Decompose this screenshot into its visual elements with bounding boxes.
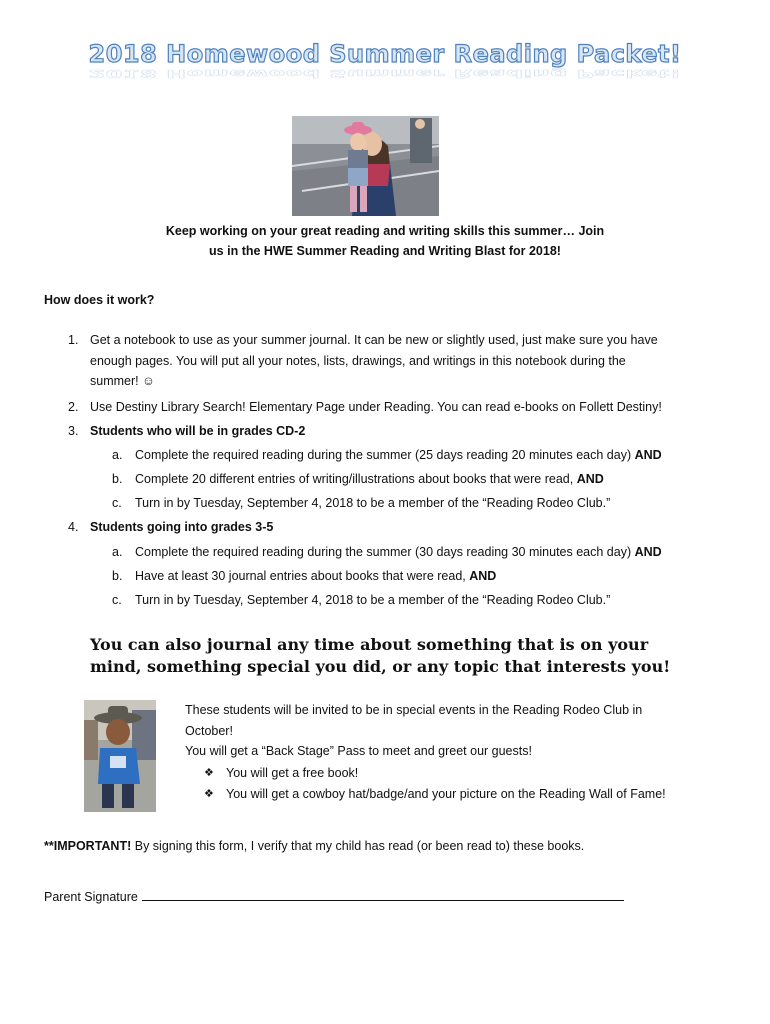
sub-item-letter: c.	[112, 496, 122, 510]
sub-item	[112, 566, 732, 587]
sub-item-text: Turn in by Tuesday, September 4, 2018 to be a member of the “Reading Rodeo Club.”	[135, 496, 611, 510]
photo-boy-cowboy-hat	[84, 700, 156, 812]
events-line-2: October!	[185, 723, 233, 738]
step-text: Get a notebook to use as your summer journal. It can be new or slightly used, just make sure you have	[90, 333, 658, 347]
step-number: 1.	[68, 333, 79, 347]
events-line-3: You will get a “Back Stage” Pass to meet and greet our guests!	[185, 744, 532, 758]
important-notice	[44, 836, 744, 857]
diamond-bullet-icon: ❖	[204, 767, 214, 779]
sub-item	[112, 590, 732, 611]
signature-line[interactable]	[142, 886, 624, 901]
reward-bullet	[204, 763, 744, 784]
page-title: 2018 Homewood Summer Reading Packet!	[88, 40, 682, 68]
step-4	[68, 517, 728, 538]
sub-item-text: Complete 20 different entries of writing/illustrations about books that were read,	[135, 472, 577, 486]
sub-item-letter: a.	[112, 545, 123, 559]
step-number: 3.	[68, 424, 79, 438]
title-reflection: 2018 Homewood Summer Reading Packet!	[88, 67, 682, 80]
signature-row	[44, 886, 744, 908]
step-heading: Students who will be in grades CD-2	[90, 424, 306, 438]
important-text: By signing this form, I verify that my child has read (or been read to) these books.	[131, 839, 585, 853]
sub-item-letter: b.	[112, 472, 123, 486]
events-line-1: These students will be invited to be in special events in the Reading Rodeo Club in	[185, 703, 643, 717]
important-label: **IMPORTANT!	[44, 839, 132, 853]
sub-item-emphasis: AND	[634, 448, 662, 462]
intro-line-1: Keep working on your great reading and writing skills this summer… Join	[165, 224, 605, 238]
diamond-bullet-icon: ❖	[204, 788, 214, 800]
sub-item-emphasis: AND	[634, 545, 662, 559]
sub-item-emphasis: AND	[469, 569, 497, 583]
step-heading: Students going into grades 3-5	[90, 520, 274, 534]
step-text: Use Destiny Library Search! Elementary Page under Reading. You can read e-books on Follett Destiny!	[90, 400, 662, 414]
sub-item-letter: a.	[112, 448, 123, 462]
reward-text: You will get a cowboy hat/badge/and your picture on the Reading Wall of Fame!	[226, 787, 666, 801]
step-number: 2.	[68, 400, 79, 414]
how-heading: How does it work?	[44, 293, 155, 307]
sub-item	[112, 469, 732, 490]
sub-item	[112, 542, 732, 563]
signature-label: Parent Signature	[44, 890, 138, 904]
journal-callout	[90, 634, 730, 678]
sub-item	[112, 445, 732, 466]
events-text	[185, 700, 735, 762]
sub-item-text: Turn in by Tuesday, September 4, 2018 to be a member of the “Reading Rodeo Club.”	[135, 593, 611, 607]
reward-text: You will get a free book!	[226, 766, 359, 780]
photo-girl-and-teacher	[292, 116, 439, 216]
sub-item-letter: b.	[112, 569, 123, 583]
sub-item-emphasis: AND	[576, 472, 604, 486]
intro-text	[100, 221, 670, 261]
step-3	[68, 421, 728, 442]
sub-item-letter: c.	[112, 593, 122, 607]
sub-item-text: Complete the required reading during the summer (30 days reading 30 minutes each day)	[135, 545, 635, 559]
intro-line-2: us in the HWE Summer Reading and Writing Blast for 2018!	[209, 244, 561, 258]
sub-item-text: Complete the required reading during the summer (25 days reading 20 minutes each day)	[135, 448, 635, 462]
step-text: enough pages. You will put all your notes, lists, drawings, and writings in this notebook during the	[90, 353, 626, 368]
step-number: 4.	[68, 520, 79, 534]
journal-line-1: You can also journal any time about something that is on your	[90, 635, 649, 654]
journal-line-2: mind, something special you did, or any topic that interests you!	[90, 657, 671, 676]
title-block	[0, 40, 770, 108]
step-text: summer! ☺	[90, 374, 155, 388]
step-2	[68, 397, 728, 418]
reward-bullet	[204, 784, 744, 805]
step-1	[68, 330, 728, 392]
sub-item	[112, 493, 732, 514]
sub-item-text: Have at least 30 journal entries about books that were read,	[135, 569, 470, 583]
